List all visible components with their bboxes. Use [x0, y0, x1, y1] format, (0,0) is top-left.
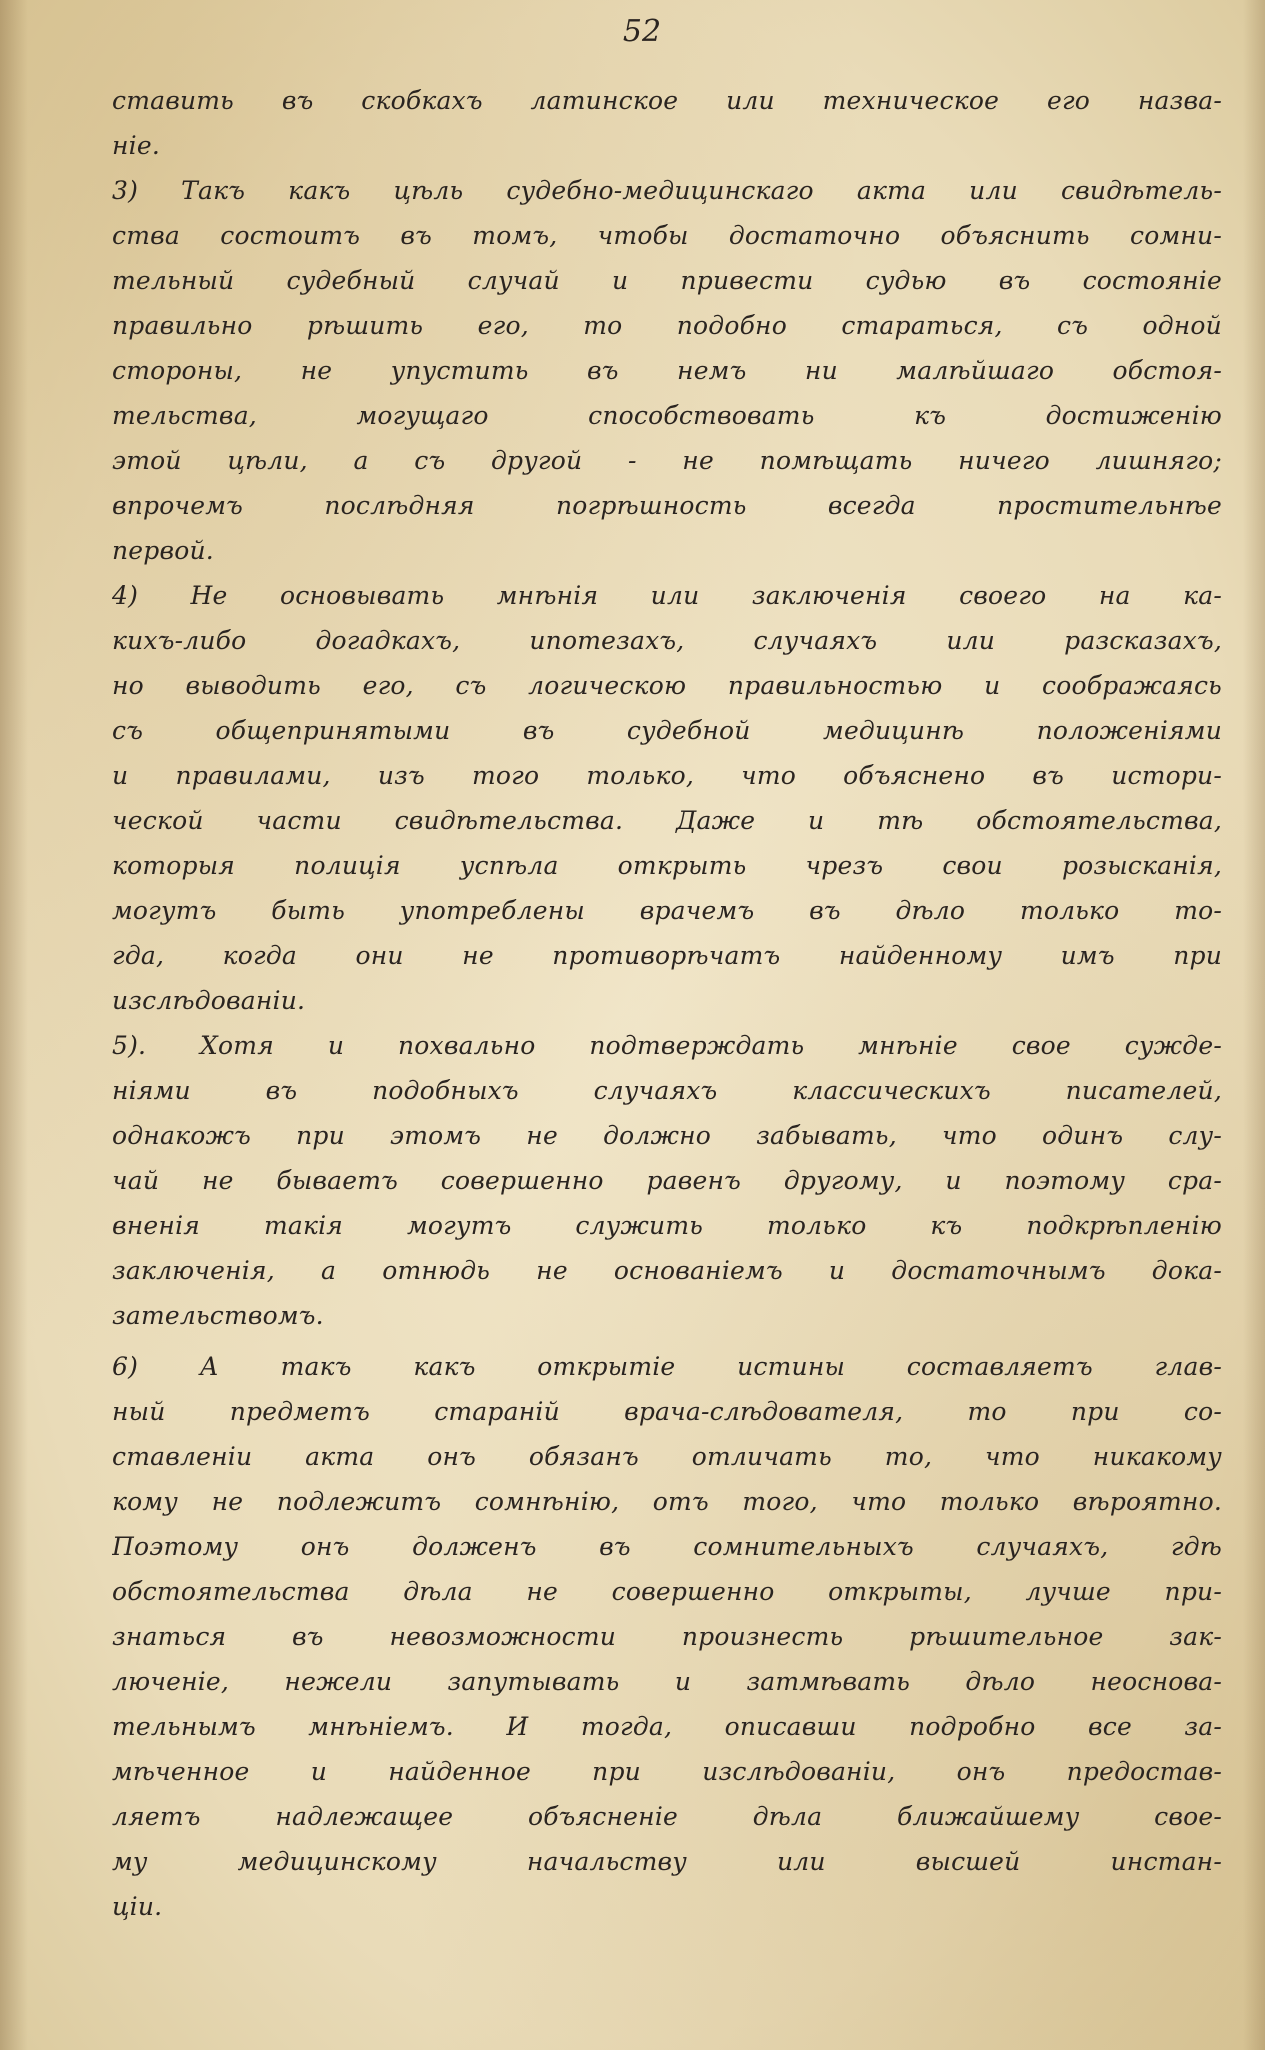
text-line: стороны, не упустить въ немъ ни малѣйшаго обстоя- — [112, 356, 1222, 385]
text-line: но выводить его, съ логическою правильностью и соображаясь — [112, 671, 1222, 700]
text-line: тельства, могущаго способствовать къ достиженiю — [112, 401, 1222, 430]
text-line: изслѣдованiи. — [112, 986, 306, 1015]
text-line: 3) Такъ какъ цѣль судебно-медицинскаго акта или свидѣтель- — [112, 176, 1222, 205]
text-line: 6) А такъ какъ открытiе истины составляетъ глав- — [112, 1352, 1222, 1381]
text-line: вненiя такiя могутъ служить только къ подкрѣпленiю — [112, 1211, 1222, 1240]
handwritten-text-block — [112, 78, 1222, 1929]
text-line: 4) Не основывать мнѣнiя или заключенiя своего на ка- — [112, 581, 1222, 610]
text-line: гда, когда они не противорѣчатъ найденному имъ при — [112, 941, 1222, 970]
page-number: 52 — [622, 14, 662, 49]
text-line: мѣченное и найденное при изслѣдованiи, онъ предостав- — [112, 1757, 1222, 1786]
text-line: ства состоитъ въ томъ, чтобы достаточно объяснить сомни- — [112, 221, 1222, 250]
text-line: ставленiи акта онъ обязанъ отличать то, что никакому — [112, 1442, 1222, 1471]
text-line: и правилами, изъ того только, что объяснено въ истори- — [112, 761, 1222, 790]
text-line: съ общепринятыми въ судебной медицинѣ положенiями — [112, 716, 1222, 745]
text-line: Поэтому онъ долженъ въ сомнительныхъ случаяхъ, гдѣ — [112, 1532, 1222, 1561]
text-line: правильно рѣшить его, то подобно стараться, съ одной — [112, 311, 1222, 340]
text-line: обстоятельства дѣла не совершенно открыты, лучше при- — [112, 1577, 1222, 1606]
text-line: могутъ быть употреблены врачемъ въ дѣло только то- — [112, 896, 1222, 925]
text-line: кому не подлежитъ сомнѣнiю, отъ того, что только вѣроятно. — [112, 1487, 1222, 1516]
text-line: 5). Хотя и похвально подтверждать мнѣнiе свое сужде- — [112, 1031, 1222, 1060]
text-line: впрочемъ послѣдняя погрѣшность всегда простительнѣе — [112, 491, 1222, 520]
text-line: заключенiя, а отнюдь не основанiемъ и достаточнымъ дока- — [112, 1256, 1222, 1285]
text-line: ный предметъ старанiй врача-слѣдователя, то при со- — [112, 1397, 1222, 1426]
text-line: чай не бываетъ совершенно равенъ другому, и поэтому сра- — [112, 1166, 1222, 1195]
page-edge-shadow-left — [0, 0, 28, 2050]
text-line: люченiе, нежели запутывать и затмѣвать дѣло неоснова- — [112, 1667, 1222, 1696]
text-line: нiе. — [112, 131, 161, 160]
text-line: зательствомъ. — [112, 1301, 324, 1330]
text-line: ческой части свидѣтельства. Даже и тѣ обстоятельства, — [112, 806, 1222, 835]
text-line: знаться въ невозможности произнесть рѣшительное зак- — [112, 1622, 1222, 1651]
text-line: кихъ-либо догадкахъ, ипотезахъ, случаяхъ или разсказахъ, — [112, 626, 1222, 655]
text-line: тельнымъ мнѣнiемъ. И тогда, описавши подробно все за- — [112, 1712, 1222, 1741]
text-line: этой цѣли, а съ другой - не помѣщать ничего лишняго; — [112, 446, 1222, 475]
text-line: цiи. — [112, 1892, 163, 1921]
text-line: му медицинскому начальству или высшей инстан- — [112, 1847, 1222, 1876]
text-line: нiями въ подобныхъ случаяхъ классическихъ писателей, — [112, 1076, 1222, 1105]
page-edge-shadow-right — [1243, 0, 1265, 2050]
text-line: первой. — [112, 536, 214, 565]
text-line: ляетъ надлежащее объясненiе дѣла ближайшему свое- — [112, 1802, 1222, 1831]
text-line: ставить въ скобкахъ латинское или техническое его назва- — [112, 86, 1222, 115]
text-line: тельный судебный случай и привести судью въ состоянiе — [112, 266, 1222, 295]
text-line: однакожъ при этомъ не должно забывать, что одинъ слу- — [112, 1121, 1222, 1150]
text-line: которыя полицiя успѣла открыть чрезъ свои розысканiя, — [112, 851, 1222, 880]
